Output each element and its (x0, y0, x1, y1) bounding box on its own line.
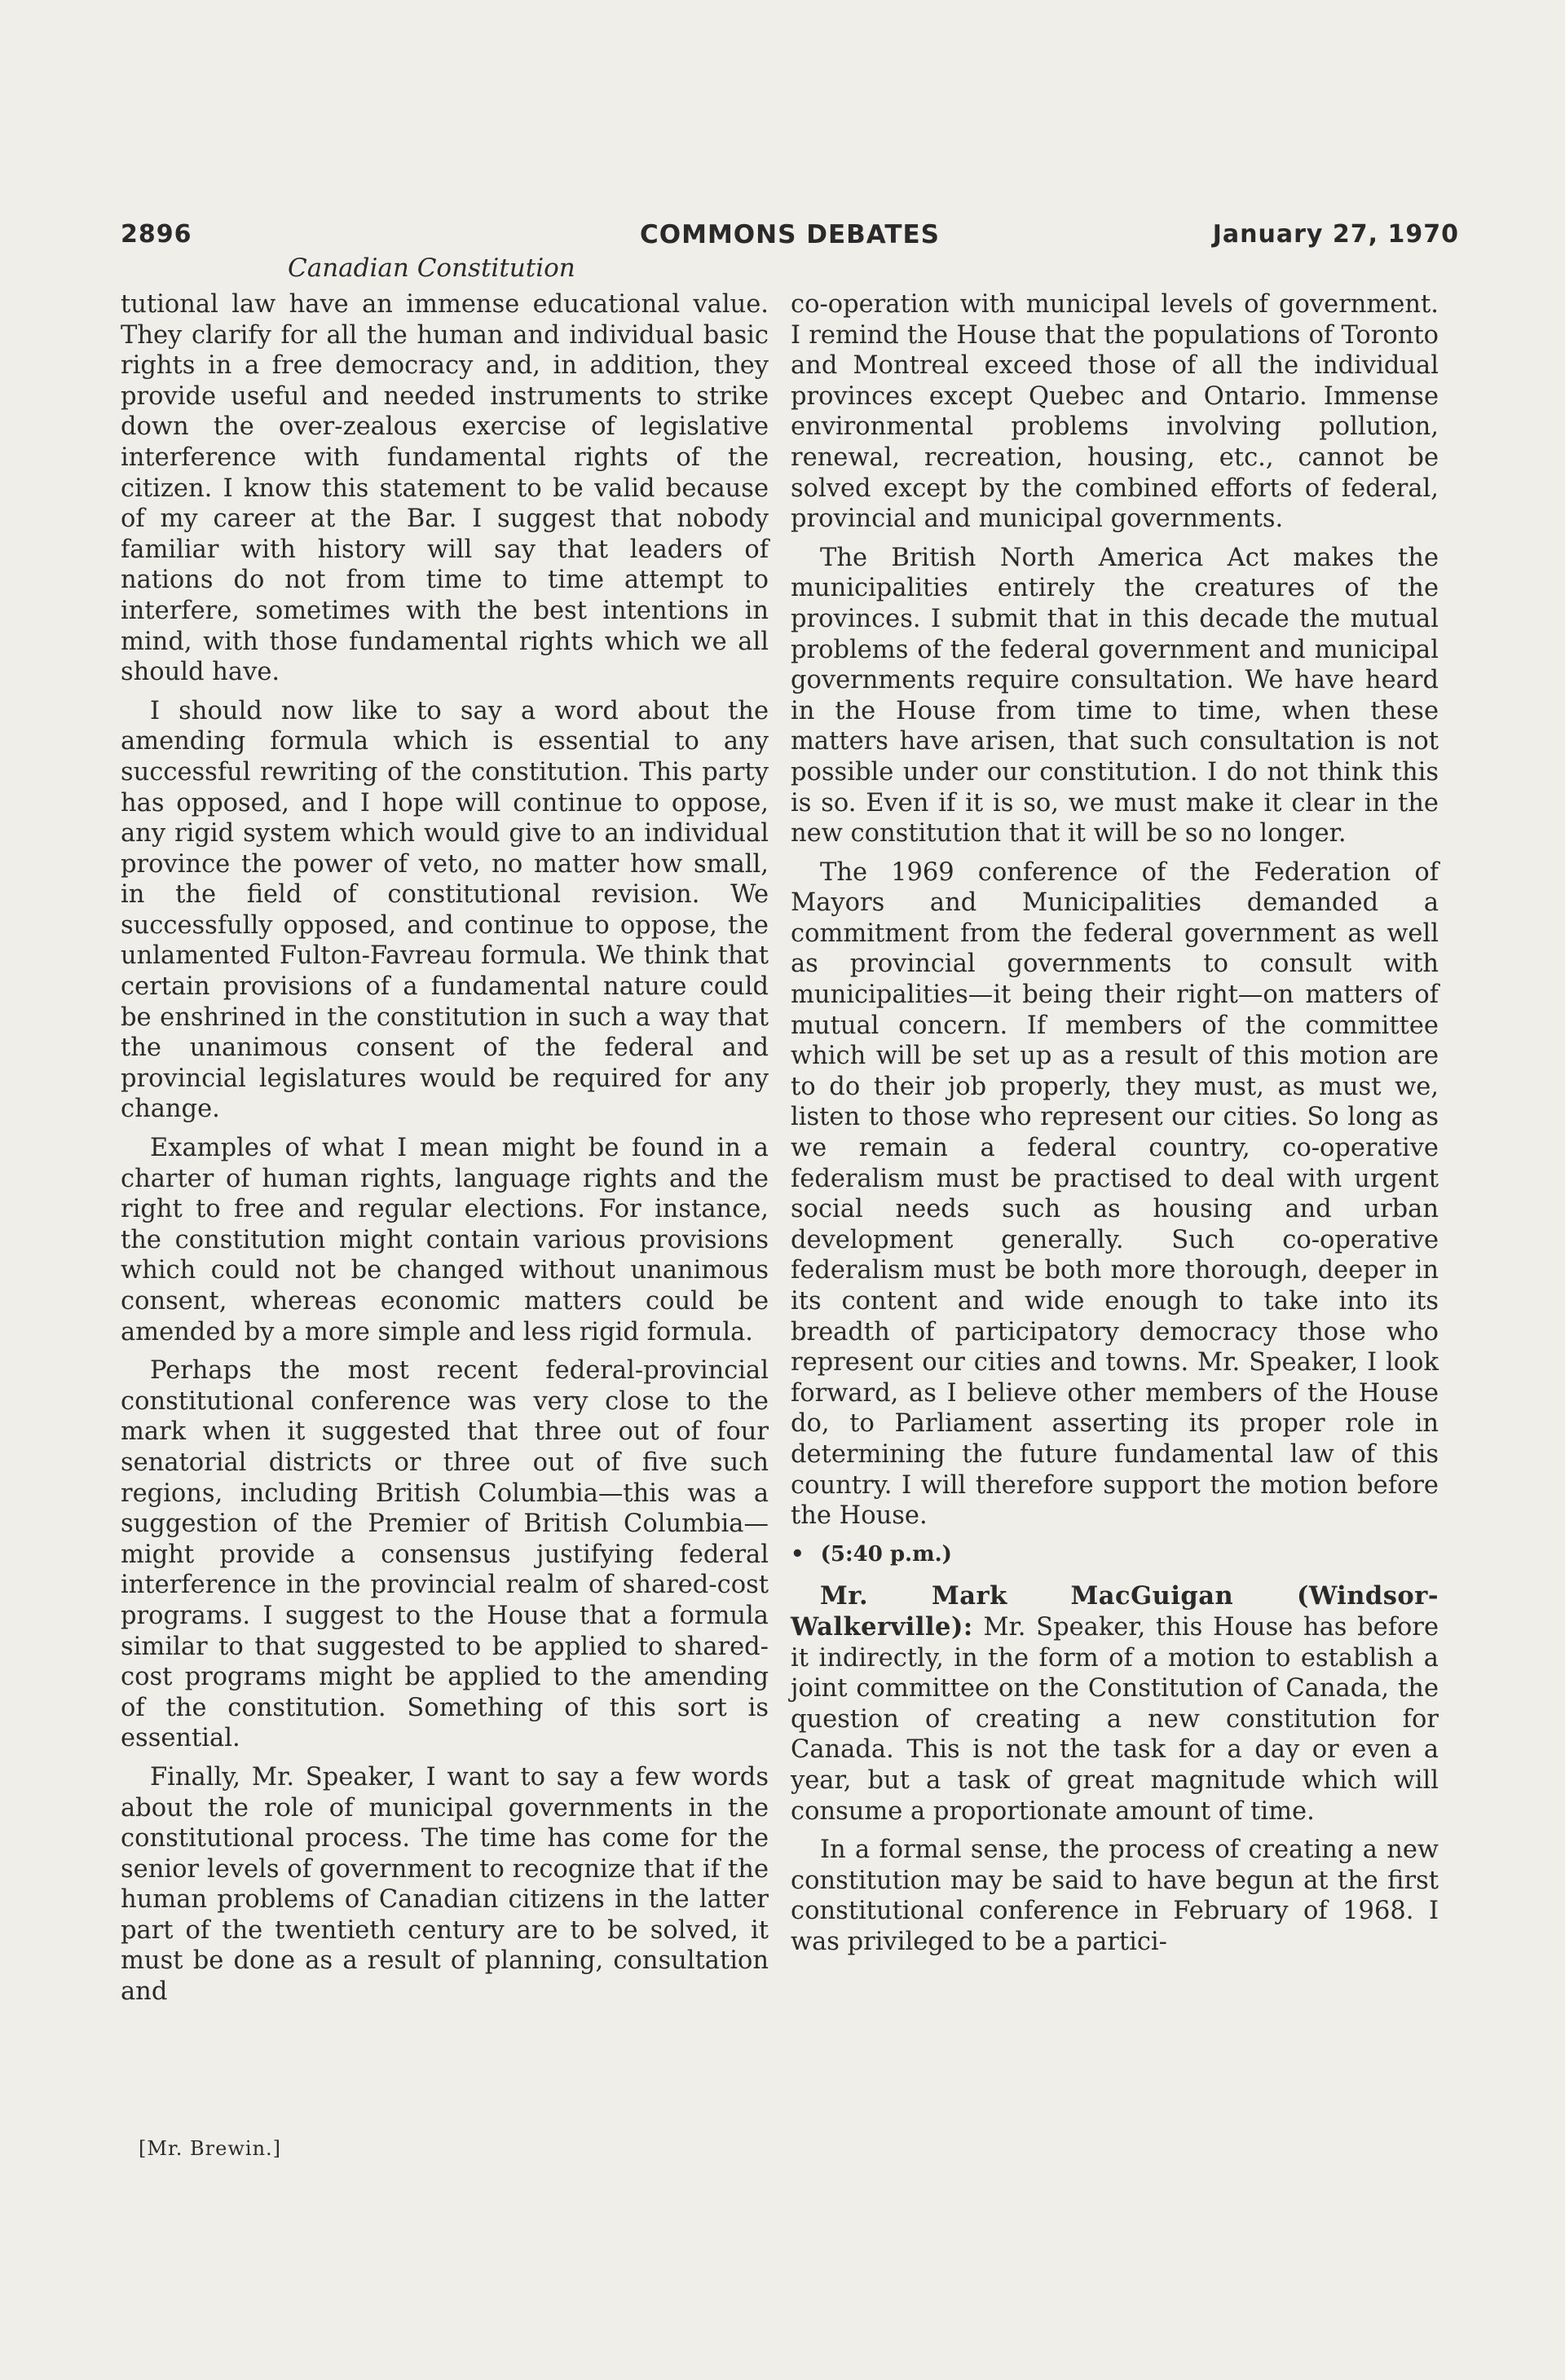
left-column (121, 289, 769, 2016)
time-stamp-text: (5:40 p.m.) (820, 1541, 952, 1567)
paragraph: co-operation with municipal levels of government. I remind the House that the populations of Toronto and Montreal exceed those of all the individual provinces except Quebec and Ontario. Immense environmental problems involving pollution, renewal, recreation, housing, etc., cannot be solved except by the combined efforts of federal, provincial and municipal governments. (791, 290, 1439, 534)
time-stamp (791, 1540, 1439, 1571)
paragraph: I should now like to say a word about the amending formula which is essential to any successful rewriting of the constitution. This party has opposed, and I hope will continue to oppose, any rigid system which would give to an individual province the power of veto, no matter how small, in the field of constitutional revision. We successfully opposed, and continue to oppose, the unlamented Fulton-Favreau formula. We think that certain provisions of a fundamental nature could be enshrined in the constitution in such a way that the unanimous consent of the federal and provincial legislatures would be required for any change. (121, 696, 769, 1124)
speaker-attribution: [Mr. Brewin.] (139, 2137, 282, 2160)
speech-text: Mr. Speaker, this House has before it indirectly, in the form of a motion to establish a joint committee on the Constitution of Canada, the question of creating a new constitution for Canada. This is not the task for a day or even a year, but a task of great magnitude which will consume a proportionate amount of time. (791, 1612, 1439, 1826)
speaker-name: Mr. Mark MacGuigan (Windsor-Walkerville): (791, 1581, 1439, 1642)
bullet-icon: • (791, 1541, 805, 1567)
right-column (791, 289, 1439, 1965)
issue-date: January 27, 1970 (1212, 220, 1459, 249)
page-number: 2896 (121, 220, 192, 249)
paragraph: Finally, Mr. Speaker, I want to say a few words about the role of municipal governments in the constitutional process. The time has come for the senior levels of government to recognize that if the human problems of Canadian citizens in the latter part of the twentieth century are to be solved, it must be done as a result of planning, consultation and (121, 1762, 769, 2007)
paragraph: In a formal sense, the process of creating a new constitution may be said to have begun at the first constitutional conference in February of 1968. I was privileged to be a partici- (791, 1836, 1439, 1956)
paragraph: Examples of what I mean might be found in a charter of human rights, language rights and the right to free and regular elections. For instance, the constitution might contain various provisions which could not be changed without unanimous consent, whereas economic matters could be amended by a more simple and less rigid formula. (121, 1134, 769, 1346)
page-header (121, 220, 1459, 256)
paragraph: The British North America Act makes the municipalities entirely the creatures of the provinces. I submit that in this decade the mutual problems of the federal government and municipal governments require consultation. We have heard in the House from time to time, when these matters have arisen, that such consultation is not possible under our constitution. I do not think this is so. Even if it is so, we must make it clear in the new constitution that it will be so no longer. (791, 543, 1439, 848)
publication-title: COMMONS DEBATES (640, 220, 940, 249)
speech-paragraph (791, 1581, 1439, 1827)
paragraph: The 1969 conference of the Federation of Mayors and Municipalities demanded a commitment from the federal government as well as provincial governments to consult with municipalities—it being their right—on matters of mutual concern. If members of the committee which will be set up as a result of this motion are to do their job properly, they must, as must we, listen to those who represent our cities. So long as we remain a federal country, co-operative federalism must be practised to deal with urgent social needs such as housing and urban development generally. Such co-operative federalism must be both more thorough, deeper in its content and wide enough to take into its breadth of participatory democracy those who represent our cities and towns. Mr. Speaker, I look forward, as I believe other members of the House do, to Parliament asserting its proper role in determining the future fundamental law of this country. I will therefore support the motion before the House. (791, 857, 1439, 1531)
paragraph: tutional law have an immense educational value. They clarify for all the human and individual basic rights in a free democracy and, in addition, they provide useful and needed instruments to strike down the over-zealous exercise of legislative interference with fundamental rights of the citizen. I know this statement to be valid because of my career at the Bar. I suggest that nobody familiar with history will say that leaders of nations do not from time to time attempt to interfere, sometimes with the best intentions in mind, with those fundamental rights which we all should have. (121, 290, 769, 687)
paragraph: Perhaps the most recent federal-provincial constitutional conference was very close to the mark when it suggested that three out of four senatorial districts or three out of five such regions, including British Columbia—this was a suggestion of the Premier of British Columbia—might provide a consensus justifying federal interference in the provincial realm of shared-cost programs. I suggest to the House that a formula similar to that suggested to be applied to shared-cost programs might be applied to the amending of the constitution. Something of this sort is essential. (121, 1356, 769, 1753)
section-subject: Canadian Constitution (288, 253, 575, 283)
